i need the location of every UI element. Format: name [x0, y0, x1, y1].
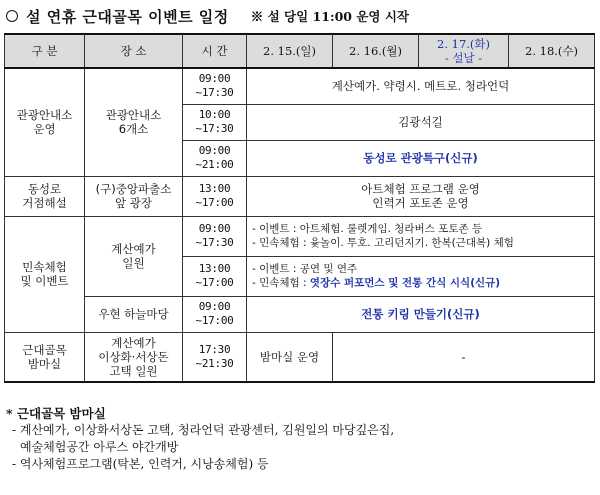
row1-time-2: 10:00 ~17:30 — [183, 104, 247, 140]
row1-content-2: 김광석길 — [247, 104, 595, 140]
row1-time-3: 09:00 ~21:00 — [183, 140, 247, 176]
table-row — [5, 332, 595, 382]
notes-section — [6, 405, 596, 473]
table-row — [5, 216, 595, 256]
row3-category: 민속체험 및 이벤트 — [5, 216, 85, 332]
page-title: 설 연휴 근대골목 이벤트 일정 — [26, 7, 229, 26]
row2-category: 동성로 거점해설 — [5, 176, 85, 216]
table-row — [5, 296, 595, 332]
header-category: 구 분 — [5, 34, 85, 68]
row3-highlight: 엿장수 퍼포먼스 및 전통 간식 시식(신규) — [309, 277, 501, 289]
row1-content-3: 동성로 관광특구(신규) — [247, 140, 595, 176]
notes-line-1: - 계산예가, 이상화서상돈 고택, 청라언덕 관광센터, 김원일의 마당깊은집, — [12, 423, 395, 437]
row2-content: 아트체험 프로그램 운영 인력거 포토존 운영 — [247, 176, 595, 216]
circle-bullet-icon — [6, 10, 18, 22]
row3-content-1: - 이벤트 : 아트체험. 룰렛게임. 청라버스 포토존 등 - 민속체험 : 윷놀이. 투호. 고리던지기. 한복(근대복) 체험 — [247, 216, 595, 256]
header-day-3-date: 2. 17.(화) — [437, 37, 490, 51]
row1-content-1: 계산예가. 약령시. 메트로. 청라언덕 — [247, 68, 595, 104]
header-place: 장 소 — [85, 34, 183, 68]
table-header-row — [5, 34, 595, 68]
row1-time-1: 09:00 ~17:30 — [183, 68, 247, 104]
schedule-table — [4, 33, 595, 383]
notes-title: * 근대골목 밤마실 — [6, 406, 106, 421]
header-day-3-holiday: - 설날 - — [444, 51, 483, 65]
row3-content-3: 전통 키링 만들기(신규) — [247, 296, 595, 332]
row1-place: 관광안내소 6개소 — [85, 68, 183, 176]
page-header — [6, 4, 596, 28]
header-day-3 — [419, 34, 509, 68]
header-day-2: 2. 16.(월) — [333, 34, 419, 68]
header-day-4: 2. 18.(수) — [509, 34, 595, 68]
table-row — [5, 68, 595, 104]
row4-day-1: 밤마실 운영 — [247, 332, 333, 382]
row2-place: (구)중앙파출소 앞 광장 — [85, 176, 183, 216]
row2-time: 13:00 ~17:00 — [183, 176, 247, 216]
row3-time-1: 09:00 ~17:30 — [183, 216, 247, 256]
row3-place: 계산예가 일원 — [85, 216, 183, 296]
row3-place-2: 우현 하늘마당 — [85, 296, 183, 332]
row3-time-2: 13:00 ~17:00 — [183, 256, 247, 296]
header-time: 시 간 — [183, 34, 247, 68]
table-row — [5, 176, 595, 216]
row1-category: 관광안내소 운영 — [5, 68, 85, 176]
header-note: ※ 설 당일 11:00 운영 시작 — [250, 9, 409, 24]
row4-category: 근대골목 밤마실 — [5, 332, 85, 382]
row3-content-2: - 이벤트 : 공연 및 연주 - 민속체험 : 엿장수 퍼포먼스 및 전통 간식 시식(신규) — [247, 256, 595, 296]
row4-time: 17:30 ~21:30 — [183, 332, 247, 382]
notes-line-1b: 예술체험공간 아루스 야간개방 — [20, 440, 179, 454]
row4-rest: - — [333, 332, 595, 382]
notes-line-2: - 역사체험프로그램(탁본, 인력거, 시낭송체험) 등 — [12, 457, 269, 471]
row3-time-3: 09:00 ~17:00 — [183, 296, 247, 332]
header-day-1: 2. 15.(일) — [247, 34, 333, 68]
row4-place: 계산예가 이상화·서상돈 고택 일원 — [85, 332, 183, 382]
